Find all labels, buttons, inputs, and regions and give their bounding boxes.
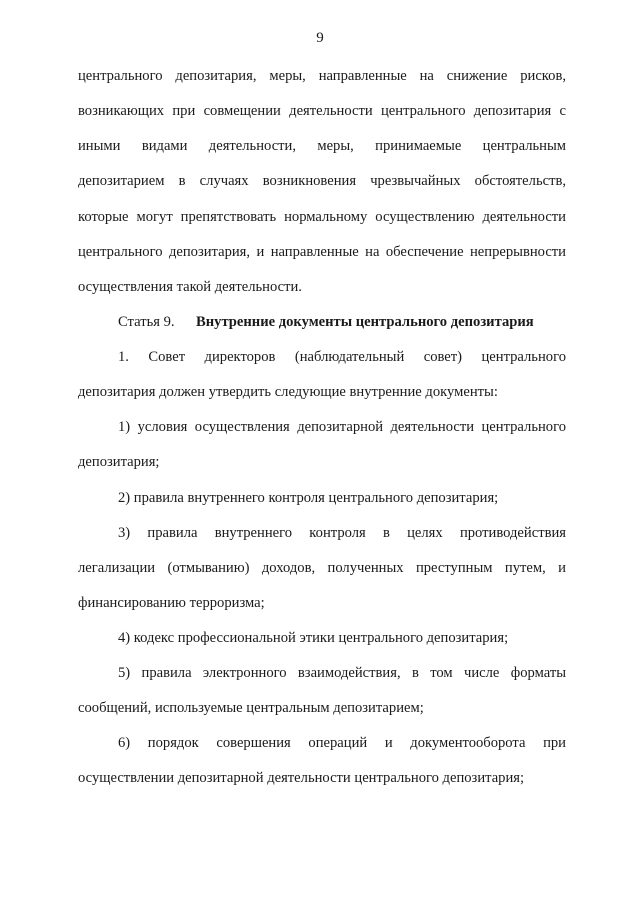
text-line: иными видами деятельности, меры, принимаемые центральным: [78, 138, 566, 154]
text-line: депозитария должен утвердить следующие внутренние документы:: [78, 384, 498, 400]
article-heading: [118, 312, 534, 332]
article-title: Внутренние документы центрального депозитария: [196, 314, 534, 330]
text-line: которые могут препятствовать нормальному осуществлению деятельности: [78, 209, 566, 225]
article-number: Статья 9.: [118, 314, 175, 330]
text-line: депозитарием в случаях возникновения чрезвычайных обстоятельств,: [78, 173, 566, 189]
list-item-line: 6) порядок совершения операций и документооборота при: [118, 735, 566, 751]
list-item-line: осуществлении депозитарной деятельности центрального депозитария;: [78, 770, 525, 786]
list-item-line: депозитария;: [78, 454, 160, 470]
text-line: возникающих при совмещении деятельности центрального депозитария с: [78, 103, 566, 119]
text-line: центрального депозитария, и направленные на обеспечение непрерывности: [78, 244, 566, 260]
list-item-line: сообщений, используемые центральным депозитарием;: [78, 700, 424, 716]
list-item-line: 1) условия осуществления депозитарной деятельности центрального: [118, 419, 566, 435]
list-item-line: финансированию терроризма;: [78, 595, 265, 611]
text-line: осуществления такой деятельности.: [78, 279, 302, 295]
text-line: 1. Совет директоров (наблюдательный совет) центрального: [118, 349, 566, 365]
list-item-line: легализации (отмыванию) доходов, полученных преступным путем, и: [78, 560, 566, 576]
list-item-line: 3) правила внутреннего контроля в целях противодействия: [118, 525, 566, 541]
list-item-line: 4) кодекс профессиональной этики центрального депозитария;: [118, 630, 509, 646]
text-line: центрального депозитария, меры, направленные на снижение рисков,: [78, 68, 566, 84]
list-item-line: 2) правила внутреннего контроля центрального депозитария;: [118, 490, 499, 506]
list-item-line: 5) правила электронного взаимодействия, в том числе форматы: [118, 665, 566, 681]
page-number: 9: [316, 30, 324, 46]
